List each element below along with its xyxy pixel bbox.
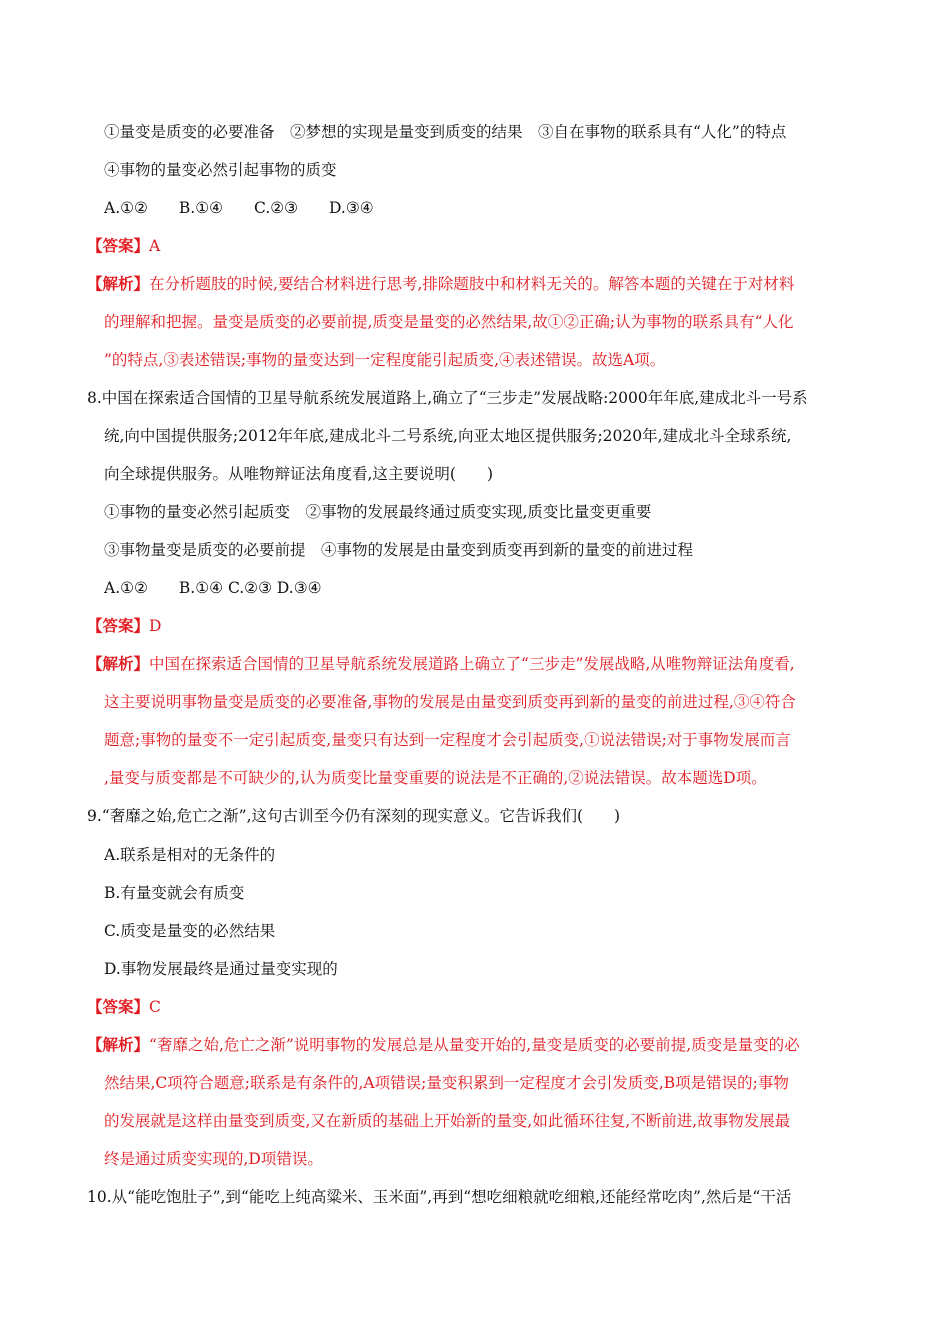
q9-analysis-line-3: 的发展就是这样由量变到质变,又在新质的基础上开始新的量变,如此循环往复,不断前进,故事物发展最: [104, 1112, 791, 1130]
q7-analysis-line-1: [87, 274, 794, 294]
q8-answer: [87, 616, 161, 636]
q8-option-line-2: ③事物量变是质变的必要前提 ④事物的发展是由量变到质变再到新的量变的前进过程: [104, 541, 694, 559]
q8-choices: A.①② B.①④ C.②③ D.③④: [104, 579, 322, 597]
answer-value: C: [149, 998, 161, 1016]
q9-option-d: D.事物发展最终是通过量变实现的: [104, 960, 338, 978]
q8-option-line-1: ①事物的量变必然引起质变 ②事物的发展最终通过质变实现,质变比量变更重要: [104, 503, 652, 521]
answer-tag: 【答案】: [87, 997, 150, 1016]
q9-stem: 9.“奢靡之始,危亡之渐”,这句古训至今仍有深刻的现实意义。它告诉我们( ): [87, 807, 621, 825]
q8-stem-line-1: 8.中国在探索适合国情的卫星导航系统发展道路上,确立了“三步走”发展战略:2000年年底,建成北斗一号系: [87, 389, 808, 407]
q8-analysis-line-4: ,量变与质变都是不可缺少的,认为质变比量变重要的说法是不正确的,②说法错误。故本题选D项。: [104, 769, 767, 787]
q8-analysis-line-2: 这主要说明事物量变是质变的必要准备,事物的发展是由量变到质变再到新的量变的前进过程,③④符合: [104, 693, 796, 711]
q10-stem-line-1: 10.从“能吃饱肚子”,到“能吃上纯高粱米、玉米面”,再到“想吃细粮就吃细粮,还能经常吃肉”,然后是“干活: [87, 1188, 792, 1206]
q8-stem-line-3: 向全球提供服务。从唯物辩证法角度看,这主要说明( ): [104, 465, 494, 483]
q7-option-line-2: ④事物的量变必然引起事物的质变: [104, 161, 337, 179]
analysis-text: 中国在探索适合国情的卫星导航系统发展道路上确立了“三步走”发展战略,从唯物辩证法角度看,: [149, 655, 795, 673]
q9-option-c: C.质变是量变的必然结果: [104, 922, 276, 940]
answer-value: A: [149, 237, 161, 255]
q7-analysis-line-3: ”的特点,③表述错误;事物的量变达到一定程度能引起质变,④表述错误。故选A项。: [104, 351, 666, 369]
analysis-text: 在分析题肢的时候,要结合材料进行思考,排除题肢中和材料无关的。解答本题的关键在于对材料: [149, 275, 795, 293]
analysis-tag: 【解析】: [87, 274, 150, 293]
q9-analysis-line-1: [87, 1035, 800, 1055]
q9-option-a: A.联系是相对的无条件的: [104, 846, 276, 864]
analysis-tag: 【解析】: [87, 1035, 150, 1054]
q9-answer: [87, 997, 161, 1017]
q7-answer: [87, 236, 160, 256]
q8-analysis-line-1: [87, 654, 795, 674]
answer-tag: 【答案】: [87, 236, 150, 255]
answer-value: D: [149, 617, 162, 635]
q9-analysis-line-4: 终是通过质变实现的,D项错误。: [104, 1150, 323, 1168]
analysis-text: “奢靡之始,危亡之渐”说明事物的发展总是从量变开始的,量变是质变的必要前提,质变是量变的必: [149, 1036, 800, 1054]
q8-analysis-line-3: 题意;事物的量变不一定引起质变,量变只有达到一定程度才会引起质变,①说法错误;对于事物发展而言: [104, 731, 791, 749]
answer-tag: 【答案】: [87, 616, 150, 635]
analysis-tag: 【解析】: [87, 654, 150, 673]
q9-analysis-line-2: 然结果,C项符合题意;联系是有条件的,A项错误;量变积累到一定程度才会引发质变,B项是错误的;事物: [104, 1074, 789, 1092]
q8-stem-line-2: 统,向中国提供服务;2012年年底,建成北斗二号系统,向亚太地区提供服务;2020年,建成北斗全球系统,: [104, 427, 792, 445]
q7-analysis-line-2: 的理解和把握。量变是质变的必要前提,质变是量变的必然结果,故①②正确;认为事物的联系具有“人化: [104, 313, 794, 331]
q9-option-b: B.有量变就会有质变: [104, 884, 245, 902]
q7-option-line-1: ①量变是质变的必要准备 ②梦想的实现是量变到质变的结果 ③自在事物的联系具有“人化”的特点: [104, 123, 787, 141]
q7-choices: A.①② B.①④ C.②③ D.③④: [104, 199, 374, 217]
